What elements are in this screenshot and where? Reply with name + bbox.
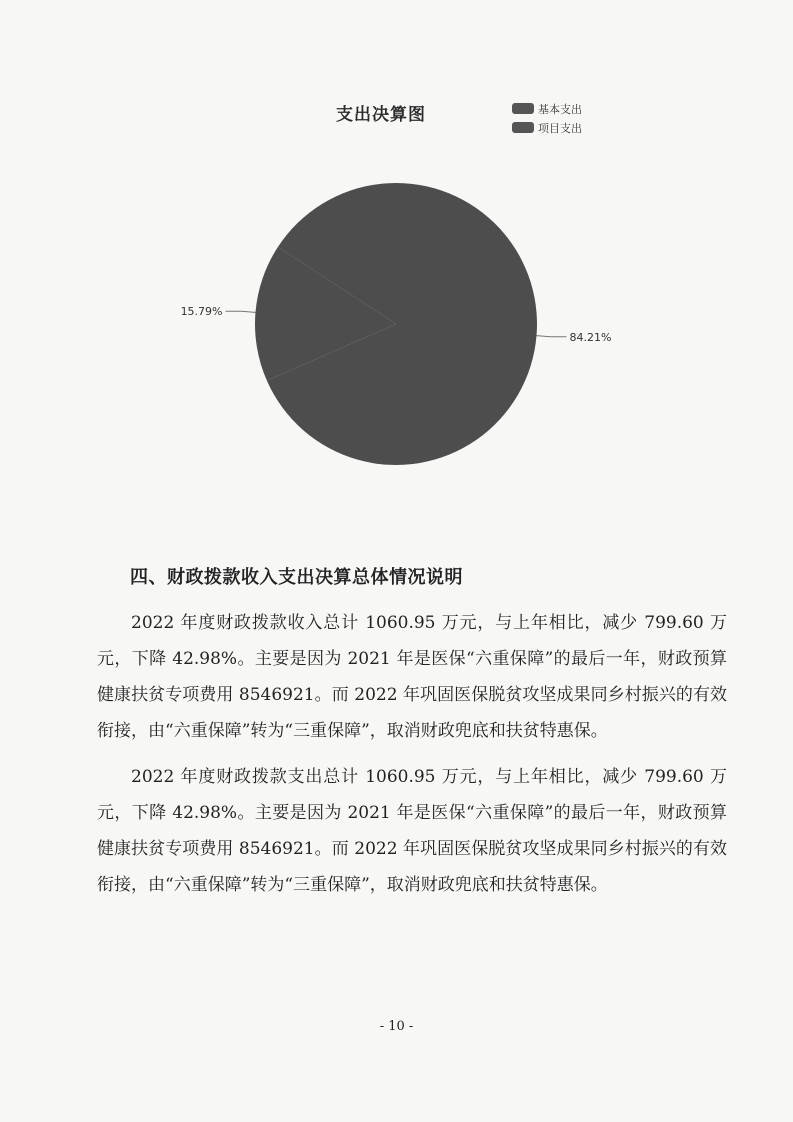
pie-label-0: 84.21% xyxy=(569,330,612,344)
chart-title: 支出决算图 xyxy=(336,105,426,125)
document-body xyxy=(97,563,727,913)
legend-label-basic: 基本支出 xyxy=(538,102,582,116)
pie-label-1: 15.79% xyxy=(180,305,223,319)
paragraph-income: 2022 年度财政拨款收入总计 1060.95 万元，与上年相比，减少 799.60 万元，下降 42.98%。主要是因为 2021 年是医保“六重保障”的最后一年，财政预算健康扶贫专项费用 8546921。而 2022 年巩固医保脱贫攻坚成果同乡村振兴的有效衔接，由“六重保障”转为“三重保障”，取消财政兜底和扶贫特惠保。 xyxy=(97,613,727,741)
paragraph-expenditure: 2022 年度财政拨款支出总计 1060.95 万元，与上年相比，减少 799.60 万元，下降 42.98%。主要是因为 2021 年是医保“六重保障”的最后一年，财政预算健康扶贫专项费用 8546921。而 2022 年巩固医保脱贫攻坚成果同乡村振兴的有效衔接，由“六重保障”转为“三重保障”，取消财政兜底和扶贫特惠保。 xyxy=(97,767,727,895)
section-heading: 四、财政拨款收入支出决算总体情况说明 xyxy=(130,567,463,588)
legend-label-project: 项目支出 xyxy=(538,121,582,135)
page-number: - 10 - xyxy=(379,1019,414,1034)
pie-leader-line-0 xyxy=(537,336,567,337)
pie-leader-line-1 xyxy=(226,311,256,312)
pie-chart xyxy=(0,0,793,520)
